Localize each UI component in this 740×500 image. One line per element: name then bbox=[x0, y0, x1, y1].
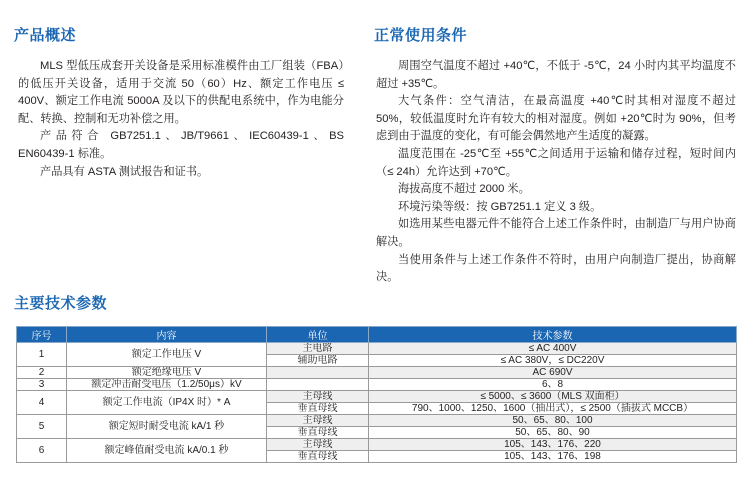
params-table bbox=[16, 326, 737, 463]
row-value: 50、65、80、90 bbox=[369, 427, 737, 439]
row-value: ≤ 5000、≤ 3600（MLS 双面柜） bbox=[369, 391, 737, 403]
conditions-heading: 正常使用条件 bbox=[374, 27, 468, 44]
row-no: 6 bbox=[17, 439, 67, 463]
table-row bbox=[17, 379, 737, 391]
row-content: 额定工作电压 V bbox=[67, 343, 267, 367]
row-value: 790、1000、1250、1600（抽出式），≤ 2500（插拔式 MCCB） bbox=[369, 403, 737, 415]
row-unit: 主母线 bbox=[267, 415, 369, 427]
conditions-paragraph: 周围空气温度不超过 +40℃，不低于 -5℃，24 小时内其平均温度不超过 +35℃。 bbox=[376, 60, 736, 90]
overview-text bbox=[18, 58, 344, 181]
table-header-row bbox=[17, 327, 737, 343]
row-no: 4 bbox=[17, 391, 67, 415]
row-unit bbox=[267, 379, 369, 391]
row-content: 额定工作电流（IP4X 时）* A bbox=[67, 391, 267, 415]
row-content: 额定冲击耐受电压（1.2/50μs）kV bbox=[67, 379, 267, 391]
row-unit: 垂直母线 bbox=[267, 451, 369, 463]
row-no: 1 bbox=[17, 343, 67, 367]
row-content: 额定绝缘电压 V bbox=[67, 367, 267, 379]
row-no: 5 bbox=[17, 415, 67, 439]
overview-paragraph: 产品具有 ASTA 测试报告和证书。 bbox=[40, 165, 209, 178]
row-value: 105、143、176、220 bbox=[369, 439, 737, 451]
conditions-text bbox=[376, 58, 736, 287]
table-row bbox=[17, 415, 737, 427]
row-no: 2 bbox=[17, 367, 67, 379]
row-unit: 主母线 bbox=[267, 391, 369, 403]
overview-heading: 产品概述 bbox=[14, 27, 77, 44]
conditions-paragraph: 大气条件：空气清洁，在最高温度 +40℃时其相对湿度不超过 50%，较低温度时允许有较大的相对湿度。例如 +20℃时为 90%，但考虑到由于温度的变化，有可能会偶然地产生适度的凝露。 bbox=[376, 95, 736, 143]
header-no: 序号 bbox=[17, 327, 67, 343]
conditions-paragraph: 当使用条件与上述工作条件不符时，由用户向制造厂提出，协商解决。 bbox=[376, 253, 736, 284]
row-no: 3 bbox=[17, 379, 67, 391]
row-value: ≤ AC 400V bbox=[369, 343, 737, 355]
overview-paragraph: MLS 型低压成套开关设备是采用标准模件由工厂组装（FBA）的低压开关设备，适用于交流 50（60）Hz、额定工作电压 ≤ 400V、额定工作电流 5000A 及以下的供配电系统中，作为电能分配、转换、控制和无功补偿之用。 bbox=[18, 60, 344, 125]
row-value: 50、65、80、100 bbox=[369, 415, 737, 427]
header-unit: 单位 bbox=[267, 327, 369, 343]
table-row bbox=[17, 391, 737, 403]
header-value: 技术参数 bbox=[369, 327, 737, 343]
table-row bbox=[17, 439, 737, 451]
conditions-paragraph: 如选用某些电器元件不能符合上述工作条件时，由制造厂与用户协商解决。 bbox=[376, 218, 736, 248]
params-heading: 主要技术参数 bbox=[14, 295, 108, 312]
conditions-paragraph: 温度范围在 -25℃至 +55℃之间适用于运输和储存过程，短时间内（≤ 24h）允许达到 +70℃。 bbox=[376, 147, 736, 178]
row-content: 额定短时耐受电流 kA/1 秒 bbox=[67, 415, 267, 439]
row-value: AC 690V bbox=[369, 367, 737, 379]
row-unit: 辅助电路 bbox=[267, 355, 369, 367]
row-value: 105、143、176、198 bbox=[369, 451, 737, 463]
row-unit bbox=[267, 367, 369, 379]
conditions-paragraph: 环境污染等级：按 GB7251.1 定义 3 级。 bbox=[398, 200, 602, 213]
conditions-paragraph: 海拔高度不超过 2000 米。 bbox=[398, 183, 530, 196]
row-value: ≤ AC 380V，≤ DC220V bbox=[369, 355, 737, 367]
table-row bbox=[17, 367, 737, 379]
row-unit: 主电路 bbox=[267, 343, 369, 355]
header-content: 内容 bbox=[67, 327, 267, 343]
row-value: 6、8 bbox=[369, 379, 737, 391]
overview-paragraph: 产品符合 GB7251.1、JB/T9661、IEC60439-1、BS EN60439-1 标准。 bbox=[18, 130, 344, 160]
table-row bbox=[17, 343, 737, 355]
row-unit: 主母线 bbox=[267, 439, 369, 451]
row-unit: 垂直母线 bbox=[267, 403, 369, 415]
row-content: 额定峰值耐受电流 kA/0.1 秒 bbox=[67, 439, 267, 463]
row-unit: 垂直母线 bbox=[267, 427, 369, 439]
